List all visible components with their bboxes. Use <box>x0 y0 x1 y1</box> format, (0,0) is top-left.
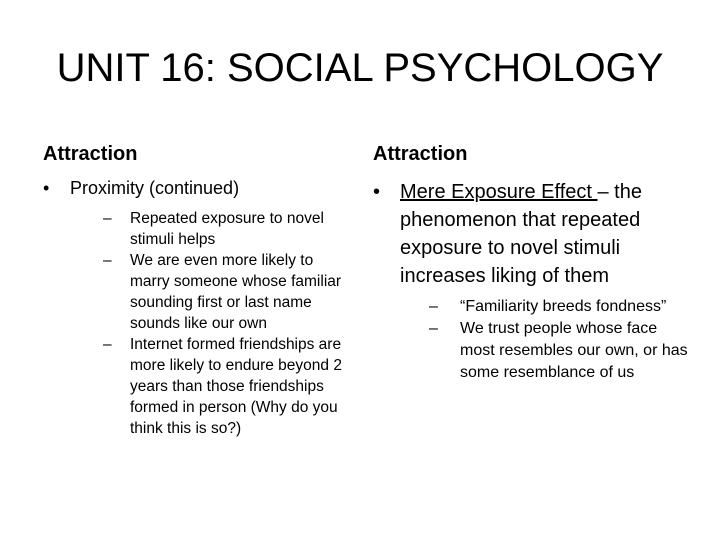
left-sub-text: Repeated exposure to novel stimuli helps <box>130 210 324 248</box>
dash-icon: – <box>429 320 438 337</box>
dash-icon: – <box>429 298 438 315</box>
left-sub-text: We are even more likely to marry someone whose familiar sounding first or last name sounds like our own <box>130 252 342 332</box>
right-sub-list <box>429 296 693 384</box>
right-bullet-item <box>373 178 693 384</box>
slide-title: UNIT 16: SOCIAL PSYCHOLOGY <box>56 46 664 90</box>
left-bullet-text: Proximity (continued) <box>70 178 240 198</box>
dash-icon: – <box>103 210 112 227</box>
left-sub-list <box>103 208 353 439</box>
dash-icon: – <box>103 252 112 269</box>
left-bullet-list <box>43 176 353 439</box>
left-sub-item <box>103 208 353 250</box>
left-sub-item <box>103 334 353 439</box>
left-sub-text: Internet formed friendships are more likely to endure beyond 2 years than those friendships formed in person (Why do you think this is so?) <box>130 336 342 437</box>
left-sub-item <box>103 250 353 334</box>
right-sub-item <box>429 318 693 384</box>
mere-exposure-term: Mere Exposure Effect <box>400 181 598 203</box>
right-sub-item <box>429 296 693 318</box>
right-sub-text: We trust people whose face most resembles our own, or has some resemblance of us <box>460 320 688 381</box>
left-column <box>43 140 353 439</box>
left-heading: Attraction <box>43 143 138 165</box>
dash-icon: – <box>103 336 112 353</box>
mere-exposure-definition: – the phenomenon that repeated exposure to novel stimuli increases liking of them <box>400 181 642 287</box>
right-bullet-list <box>373 178 693 384</box>
bullet-icon: • <box>373 181 381 203</box>
right-heading: Attraction <box>373 143 468 165</box>
bullet-icon: • <box>43 178 50 198</box>
right-column <box>373 140 693 384</box>
right-sub-text: “Familiarity breeds fondness” <box>460 298 667 315</box>
left-bullet-item <box>43 176 353 439</box>
